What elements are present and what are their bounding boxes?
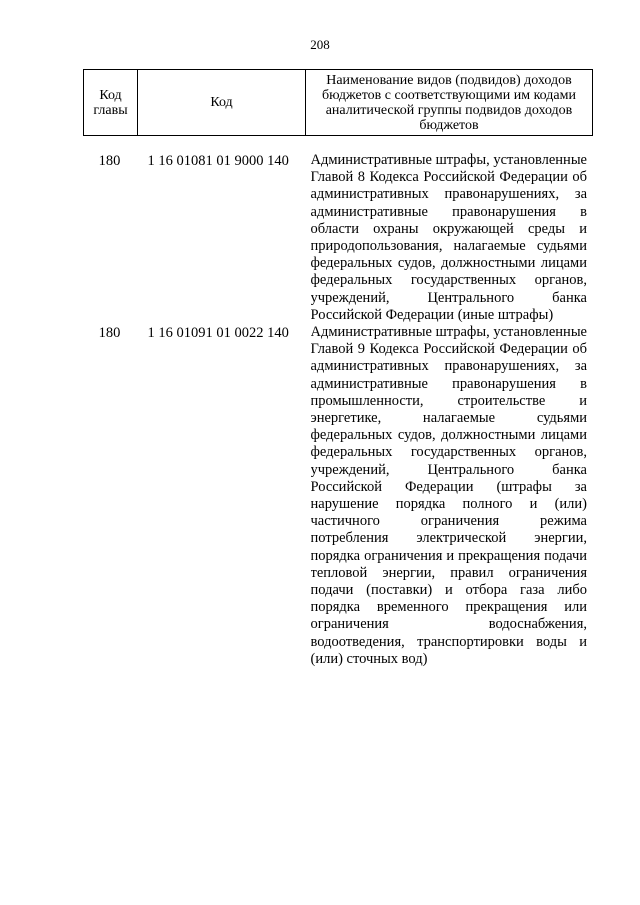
page-number: 208 — [310, 37, 330, 52]
description-line: тепловой энергии, правил ограничения — [310, 564, 587, 581]
description-cell — [301, 324, 594, 668]
description-line: Российской Федерации (штрафы за — [310, 478, 587, 495]
table-body — [83, 152, 593, 668]
table-row — [83, 324, 593, 668]
code-cell: 1 16 01081 01 9000 140 — [147, 153, 289, 169]
header-code-label: Код — [210, 95, 233, 110]
description-line: Административные штрафы, установленные — [310, 324, 587, 341]
chapter-code-cell: 180 — [98, 153, 121, 169]
description-line: Главой 9 Кодекса Российской Федерации об — [310, 341, 587, 358]
description-line: Административные штрафы, установленные — [310, 152, 587, 168]
description-line: федеральных государственных органов, — [310, 272, 587, 289]
description-line: промышленности, строительстве и — [310, 392, 587, 409]
description-line: природопользования, налагаемые судьями — [310, 238, 587, 255]
description-line: области охраны окружающей среды и — [310, 220, 587, 237]
description-line: учреждений, Центрального банка — [310, 461, 587, 478]
header-name-line: бюджетов — [419, 117, 479, 133]
description-line: порядка ограничения и прекращения подачи — [310, 547, 587, 564]
description-line: административные правонарушения в — [310, 375, 587, 392]
table-row — [83, 152, 593, 324]
description-line: ограничения водоснабжения, — [310, 616, 587, 633]
description-line: потребления электрической энергии, — [310, 530, 587, 547]
description-line: учреждений, Центрального банка — [310, 289, 587, 306]
description-line: энергетике, налагаемые судьями — [310, 410, 587, 427]
description-line: Российской Федерации (иные штрафы) — [310, 306, 554, 323]
description-line: нарушение порядка полного и (или) — [310, 496, 587, 513]
description-line: федеральных судов, должностными лицами — [310, 255, 587, 272]
description-line: федеральных судов, должностными лицами — [310, 427, 587, 444]
header-chapter-code — [84, 70, 138, 135]
description-cell — [301, 152, 594, 324]
description-line: подачи (поставки) и отбора газа либо — [310, 582, 587, 599]
header-code — [138, 70, 306, 135]
description-line: частичного ограничения режима — [310, 513, 587, 530]
code-cell: 1 16 01091 01 0022 140 — [147, 325, 289, 342]
description-line: федеральных государственных органов, — [310, 444, 587, 461]
description-line: Главой 8 Кодекса Российской Федерации об — [310, 169, 587, 186]
description-line: (или) сточных вод) — [310, 650, 428, 667]
header-name-line: бюджетов с соответствующими им кодами — [322, 87, 576, 103]
header-chapter-code-line: Код — [99, 87, 122, 103]
header-chapter-code-line: главы — [93, 102, 128, 118]
table-header — [83, 69, 593, 136]
header-name — [306, 70, 592, 135]
description-line: административных правонарушениях, за — [310, 186, 587, 203]
header-name-line: Наименование видов (подвидов) доходов — [326, 72, 572, 88]
description-line: водоотведения, транспортировки воды и — [310, 633, 587, 650]
description-line: административные правонарушения в — [310, 203, 587, 220]
description-line: административных правонарушениях, за — [310, 358, 587, 375]
description-line: порядка временного прекращения или — [310, 599, 587, 616]
chapter-code-cell: 180 — [98, 325, 121, 342]
header-name-line: аналитической группы подвидов доходов — [325, 102, 573, 118]
